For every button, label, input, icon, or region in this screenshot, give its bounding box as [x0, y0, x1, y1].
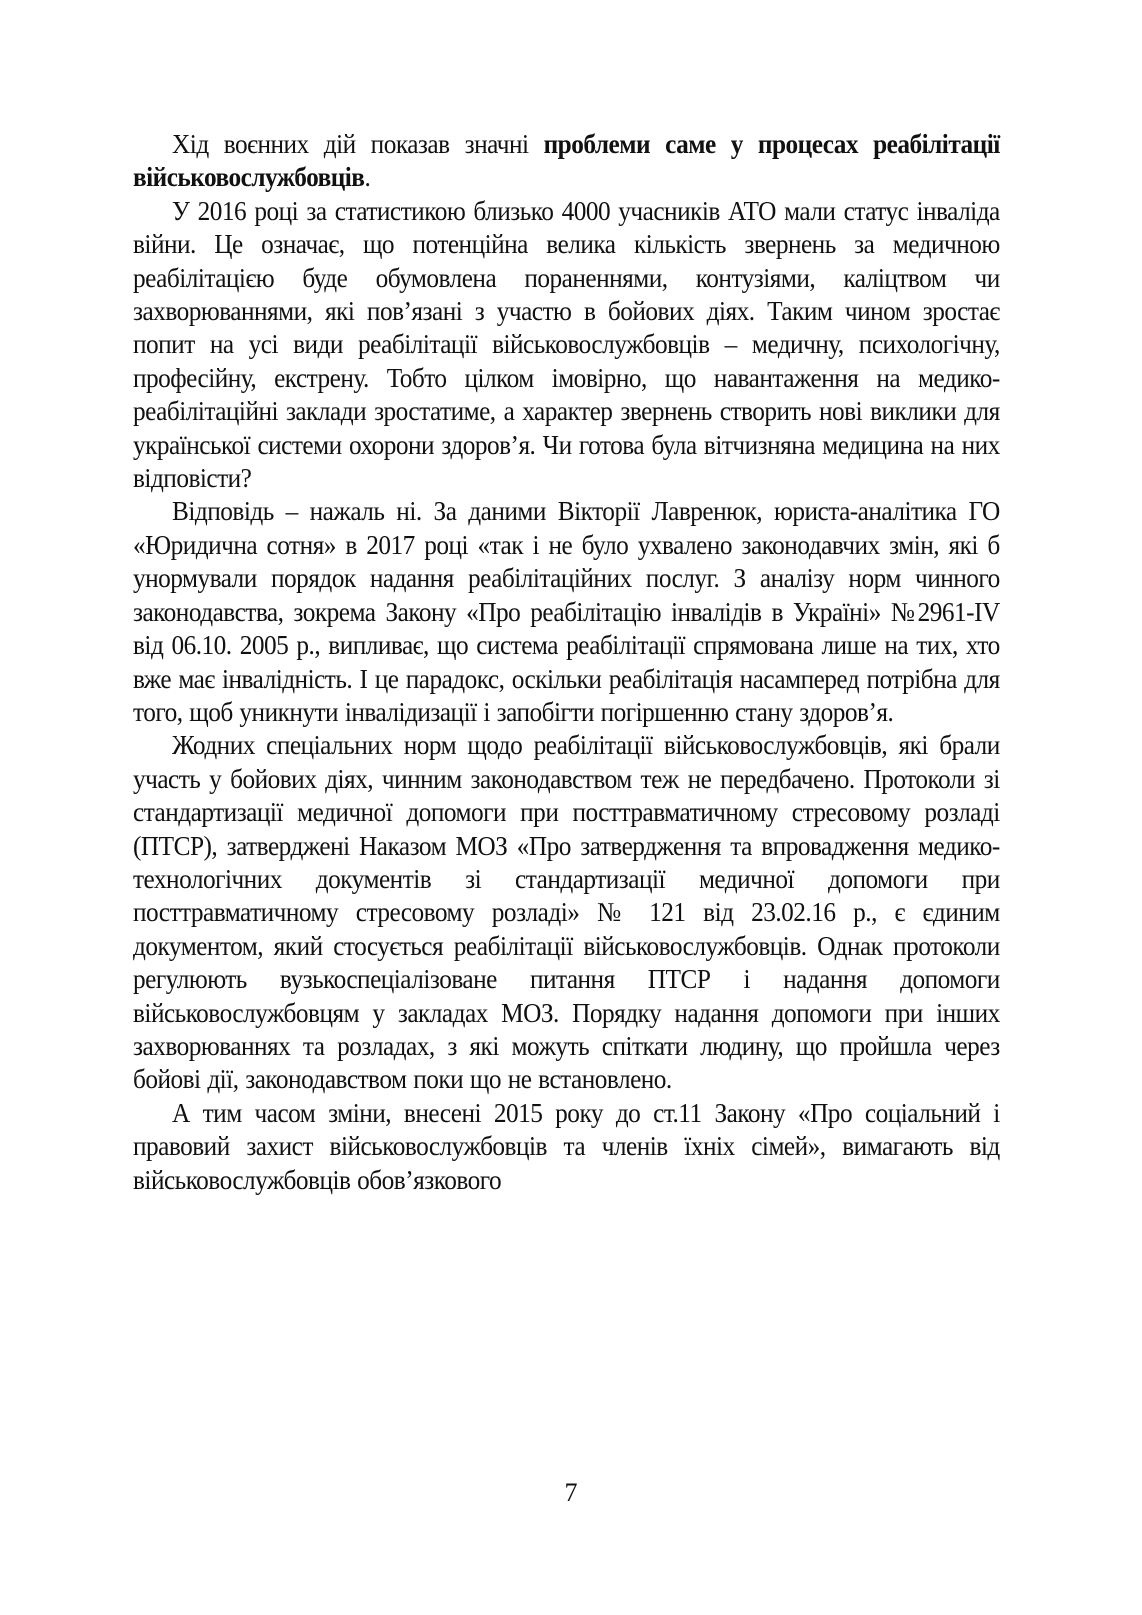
document-page	[133, 128, 1000, 1197]
intro-text: Хід воєнних дій показав значні	[172, 129, 544, 159]
page-number: 7	[564, 1478, 578, 1507]
paragraph-intro	[133, 128, 1000, 195]
paragraph-legal-analysis: Відповідь – нажаль ні. За даними Вікторії Лавренюк, юриста-аналітика ГО «Юридична сотня» в 2017 році «так і не було ухвалено законодавчих змін, які б унормували порядок надання реабілітаційних послуг. З аналізу норм чинного законодавства, зокрема Закону «Про реабілітацію інвалідів в Україні» №2961-IV від 06.10. 2005 р., випливає, що система реабілітації спрямована лише на тих, хто вже має інвалідність. І це парадокс, оскільки реабілітація насамперед потрібна для того, щоб уникнути інвалідизації і запобігти погіршенню стану здоров’я.	[133, 496, 1000, 727]
paragraph-law-changes: А тим часом зміни, внесені 2015 року до ст.11 Закону «Про соціальний і правовий захист військовослужбовців та членів їхніх сімей», вимагають від військовослужбовців обов’язкового	[133, 1097, 1000, 1195]
intro-bold-emphasis: проблеми саме у процесах реабілітації військовослужбовців	[133, 129, 1000, 193]
paragraph-statistics: У 2016 році за статистикою близько 4000 учасників АТО мали статус інваліда війни. Це означає, що потенційна велика кількість звернень за медичною реабілітацією буде обумовлена пораненнями, контузіями, каліцтвом чи захворюваннями, які пов’язані з участю в бойових діях. Таким чином зростає попит на усі види реабілітації військовослужбовців – медичну, психологічну, професійну, екстрену. Тобто цілком імовірно, що навантаження на медико-реабілітаційні заклади зростатиме, а характер звернень створить нові виклики для української системи охорони здоров’я. Чи готова була вітчизняна медицина на них відповісти?	[133, 195, 1000, 494]
intro-period: .	[364, 162, 371, 193]
paragraph-special-norms: Жодних спеціальних норм щодо реабілітації військовослужбовців, які брали участь у бойових діях, чинним законодавством теж не передбачено. Протоколи зі стандартизації медичної допомоги при посттравматичному стресовому розладі (ПТСР), затверджені Наказом МОЗ «Про затвердження та впровадження медико-технологічних документів зі стандартизації медичної допомоги при посттравматичному стресовому розладі» № 121 від 23.02.16 р., є єдиним документом, який стосується реабілітації військовослужбовців. Однак протоколи регулюють вузькоспеціалізоване питання ПТСР і надання допомоги військовослужбовцям у закладах МОЗ. Порядку надання допомоги при інших захворюваннях та розладах, з які можуть спіткати людину, що пройшла через бойові дії, законодавством поки що не встановлено.	[133, 730, 1000, 1095]
